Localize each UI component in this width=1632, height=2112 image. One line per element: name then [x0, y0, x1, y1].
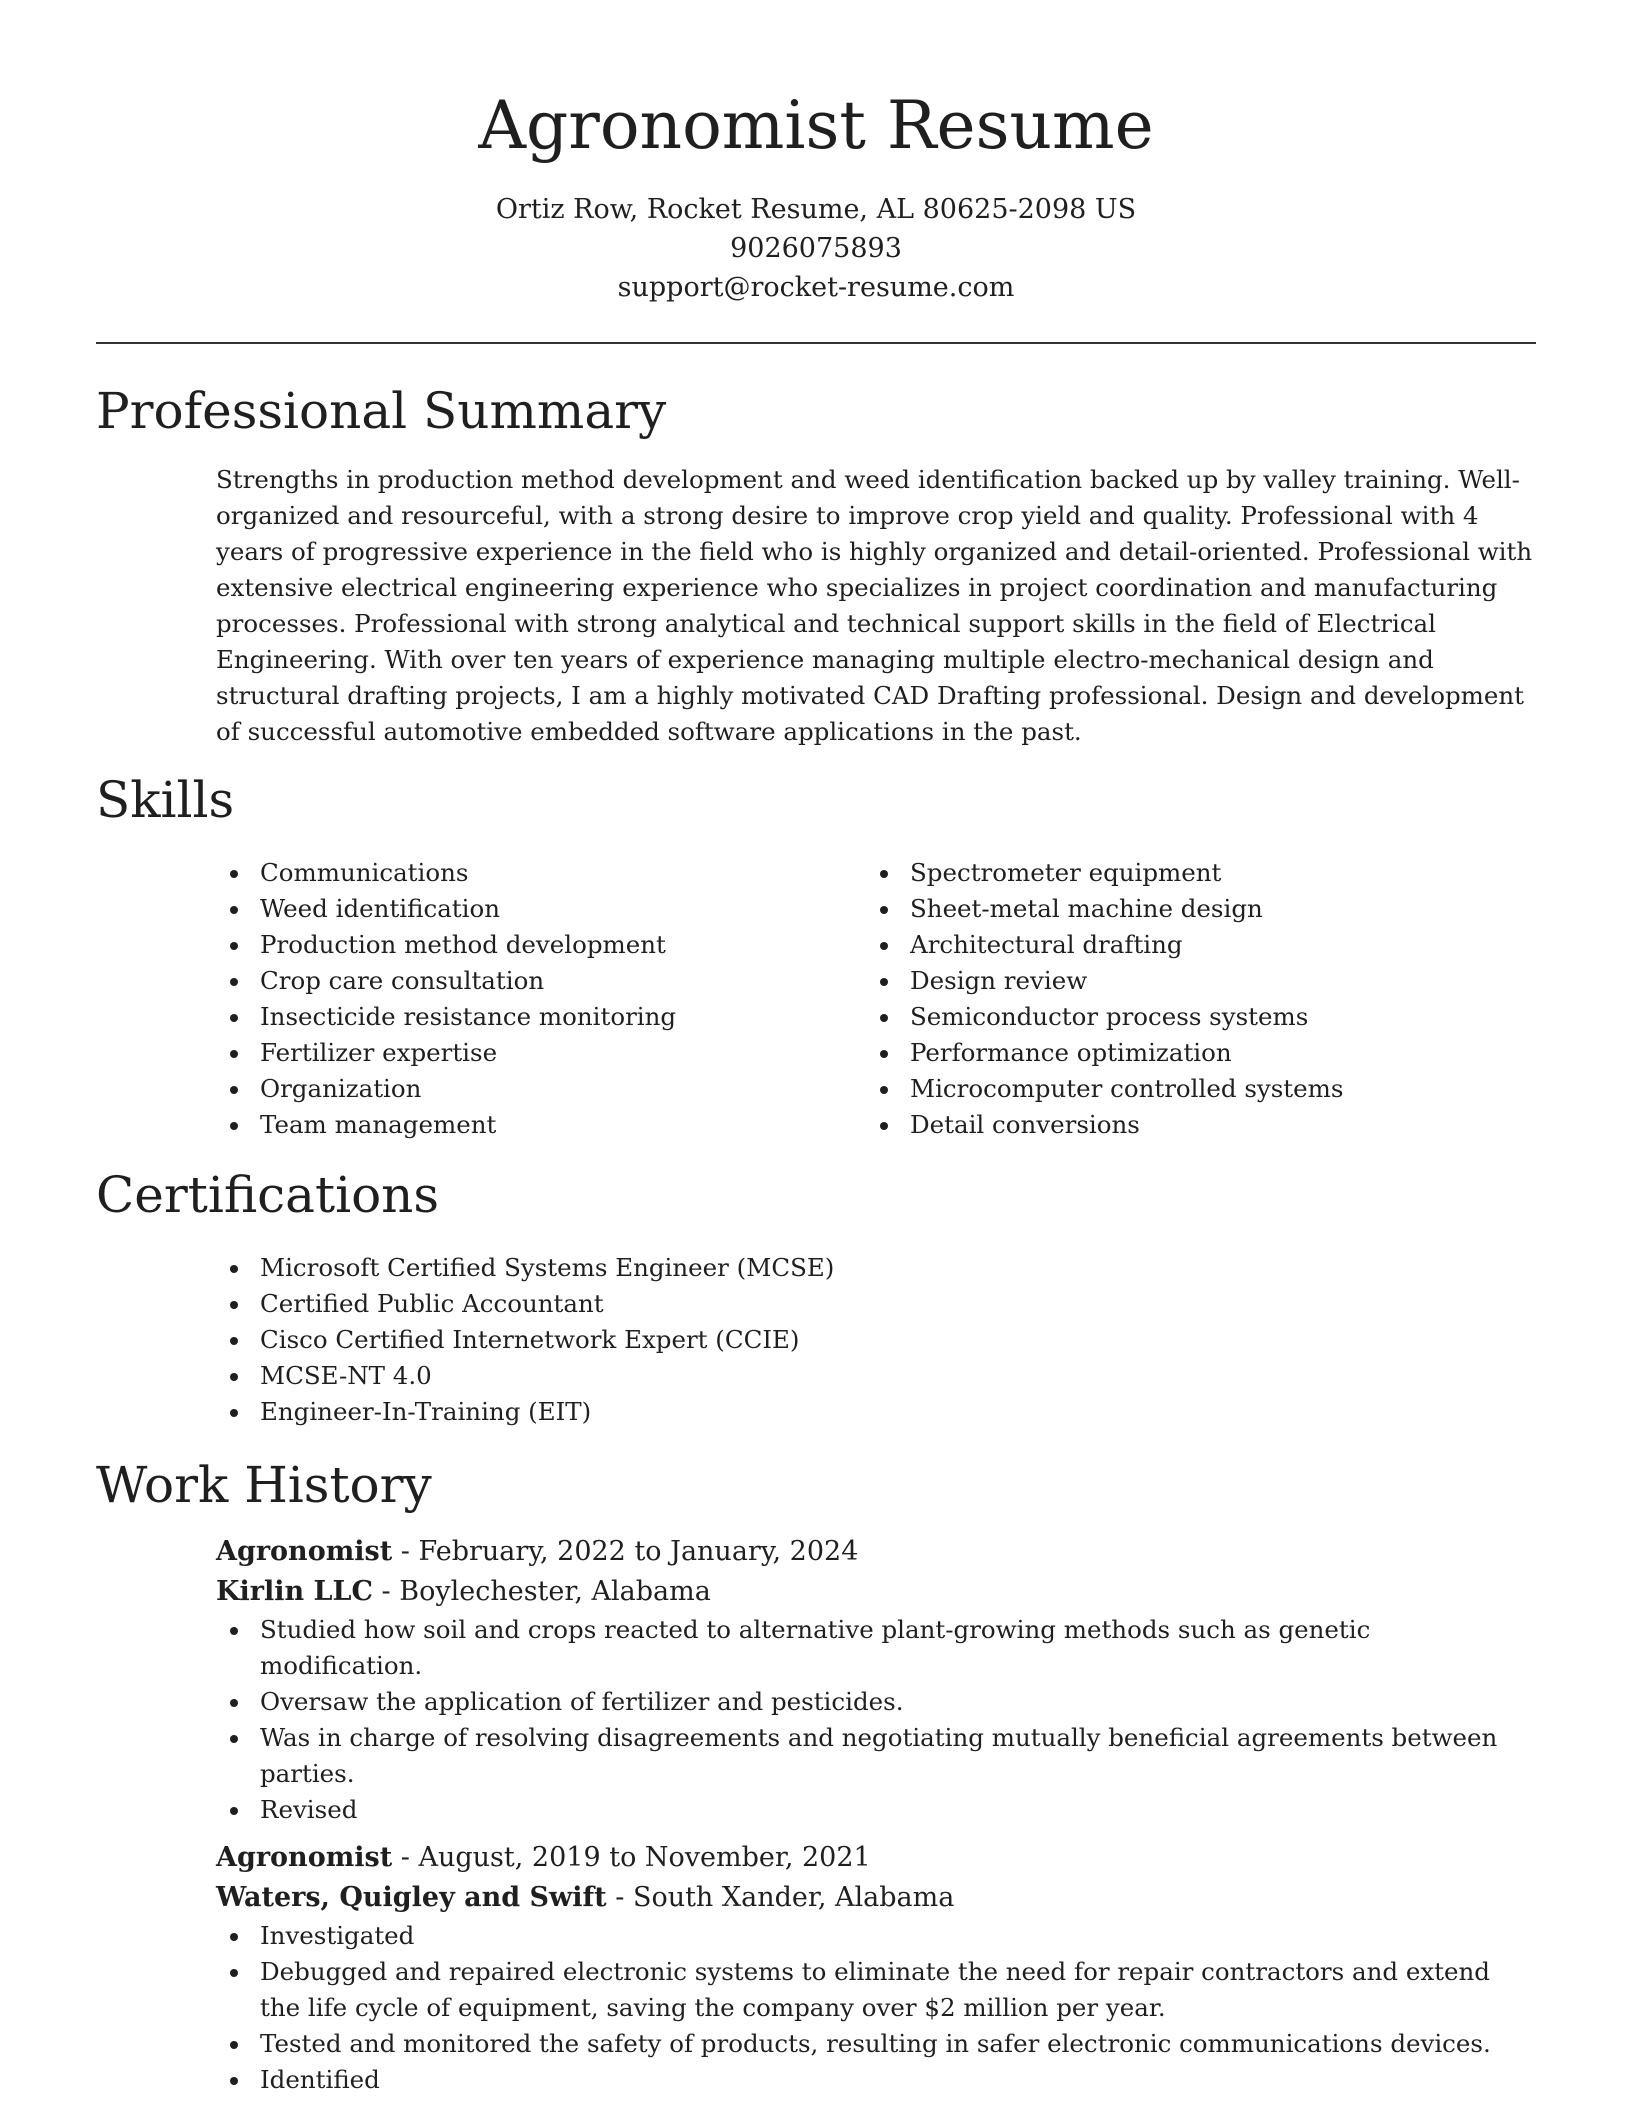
skill-item: Weed identification — [216, 891, 856, 927]
header-divider — [96, 342, 1536, 344]
job-role: Agronomist — [216, 1536, 393, 1567]
job-company-line — [216, 1572, 1536, 1612]
job-title-line — [216, 1838, 1536, 1878]
skill-item: Spectrometer equipment — [866, 855, 1526, 891]
skill-item: Communications — [216, 855, 856, 891]
job-entry — [216, 1532, 1536, 1828]
certification-item: Engineer-In-Training (EIT) — [216, 1394, 1516, 1430]
contact-address: Ortiz Row, Rocket Resume, AL 80625-2098 US — [495, 194, 1137, 225]
contact-phone: 9026075893 — [730, 233, 902, 264]
certifications-list — [216, 1250, 1516, 1430]
job-bullet: Was in charge of resolving disagreements and negotiating mutually beneficial agreements between parties. — [216, 1720, 1536, 1792]
job-bullets — [216, 1918, 1536, 2098]
skill-item: Insecticide resistance monitoring — [216, 999, 856, 1035]
job-bullet: Identified — [216, 2062, 1536, 2098]
job-bullet: Debugged and repaired electronic systems to eliminate the need for repair contractors and extend the life cycle of equipment, saving the company over $2 million per year. — [216, 1954, 1536, 2026]
certification-item: Microsoft Certified Systems Engineer (MCSE) — [216, 1250, 1516, 1286]
certification-item: Certified Public Accountant — [216, 1286, 1516, 1322]
resume-title: Agronomist Resume — [478, 87, 1154, 164]
skill-item: Semiconductor process systems — [866, 999, 1526, 1035]
contact-email: support@rocket-resume.com — [617, 272, 1015, 303]
job-bullet: Investigated — [216, 1918, 1536, 1954]
skill-item: Organization — [216, 1071, 856, 1107]
job-dates: - August, 2019 to November, 2021 — [392, 1842, 871, 1873]
job-location: - South Xander, Alabama — [606, 1882, 955, 1913]
job-bullet: Studied how soil and crops reacted to alternative plant-growing methods such as genetic modification. — [216, 1612, 1536, 1684]
job-title-line — [216, 1532, 1536, 1572]
job-entry — [216, 1838, 1536, 2098]
job-company: Kirlin LLC — [216, 1576, 373, 1607]
job-dates: - February, 2022 to January, 2024 — [392, 1536, 859, 1567]
job-role: Agronomist — [216, 1842, 393, 1873]
resume-header — [0, 0, 1632, 307]
certification-item: Cisco Certified Internetwork Expert (CCIE) — [216, 1322, 1516, 1358]
job-bullet: Revised — [216, 1792, 1536, 1828]
work-history-heading: Work History — [96, 1456, 432, 1514]
job-company: Waters, Quigley and Swift — [216, 1882, 607, 1913]
certification-item: MCSE-NT 4.0 — [216, 1358, 1516, 1394]
summary-heading: Professional Summary — [96, 382, 667, 440]
skill-item: Crop care consultation — [216, 963, 856, 999]
job-bullet: Tested and monitored the safety of products, resulting in safer electronic communications devices. — [216, 2026, 1536, 2062]
summary-text: Strengths in production method development and weed identification backed up by valley training. Well-organized and resourceful, with a strong desire to improve crop yield and quality. Professional with 4 years of progressive experience in the field who is highly organized and detail-oriented. Professional with extensive electrical engineering experience who specializes in project coordination and manufacturing processes. Professional with strong analytical and technical support skills in the field of Electrical Engineering. With over ten years of experience managing multiple electro-mechanical design and structural drafting projects, I am a highly motivated CAD Drafting professional. Design and development of successful automotive embedded software applications in the past. — [216, 465, 1533, 746]
job-company-line — [216, 1878, 1536, 1918]
skill-item: Microcomputer controlled systems — [866, 1071, 1526, 1107]
job-bullets — [216, 1612, 1536, 1828]
skill-item: Detail conversions — [866, 1107, 1526, 1143]
certifications-heading: Certifications — [96, 1166, 440, 1224]
skill-item: Team management — [216, 1107, 856, 1143]
skills-list-left — [216, 855, 856, 1143]
skill-item: Architectural drafting — [866, 927, 1526, 963]
skills-heading: Skills — [96, 771, 235, 829]
skills-list-right — [866, 855, 1526, 1143]
job-location: - Boylechester, Alabama — [372, 1576, 711, 1607]
skill-item: Performance optimization — [866, 1035, 1526, 1071]
skill-item: Production method development — [216, 927, 856, 963]
skill-item: Sheet-metal machine design — [866, 891, 1526, 927]
contact-info — [0, 190, 1632, 307]
job-bullet: Oversaw the application of fertilizer and pesticides. — [216, 1684, 1536, 1720]
skill-item: Design review — [866, 963, 1526, 999]
skill-item: Fertilizer expertise — [216, 1035, 856, 1071]
